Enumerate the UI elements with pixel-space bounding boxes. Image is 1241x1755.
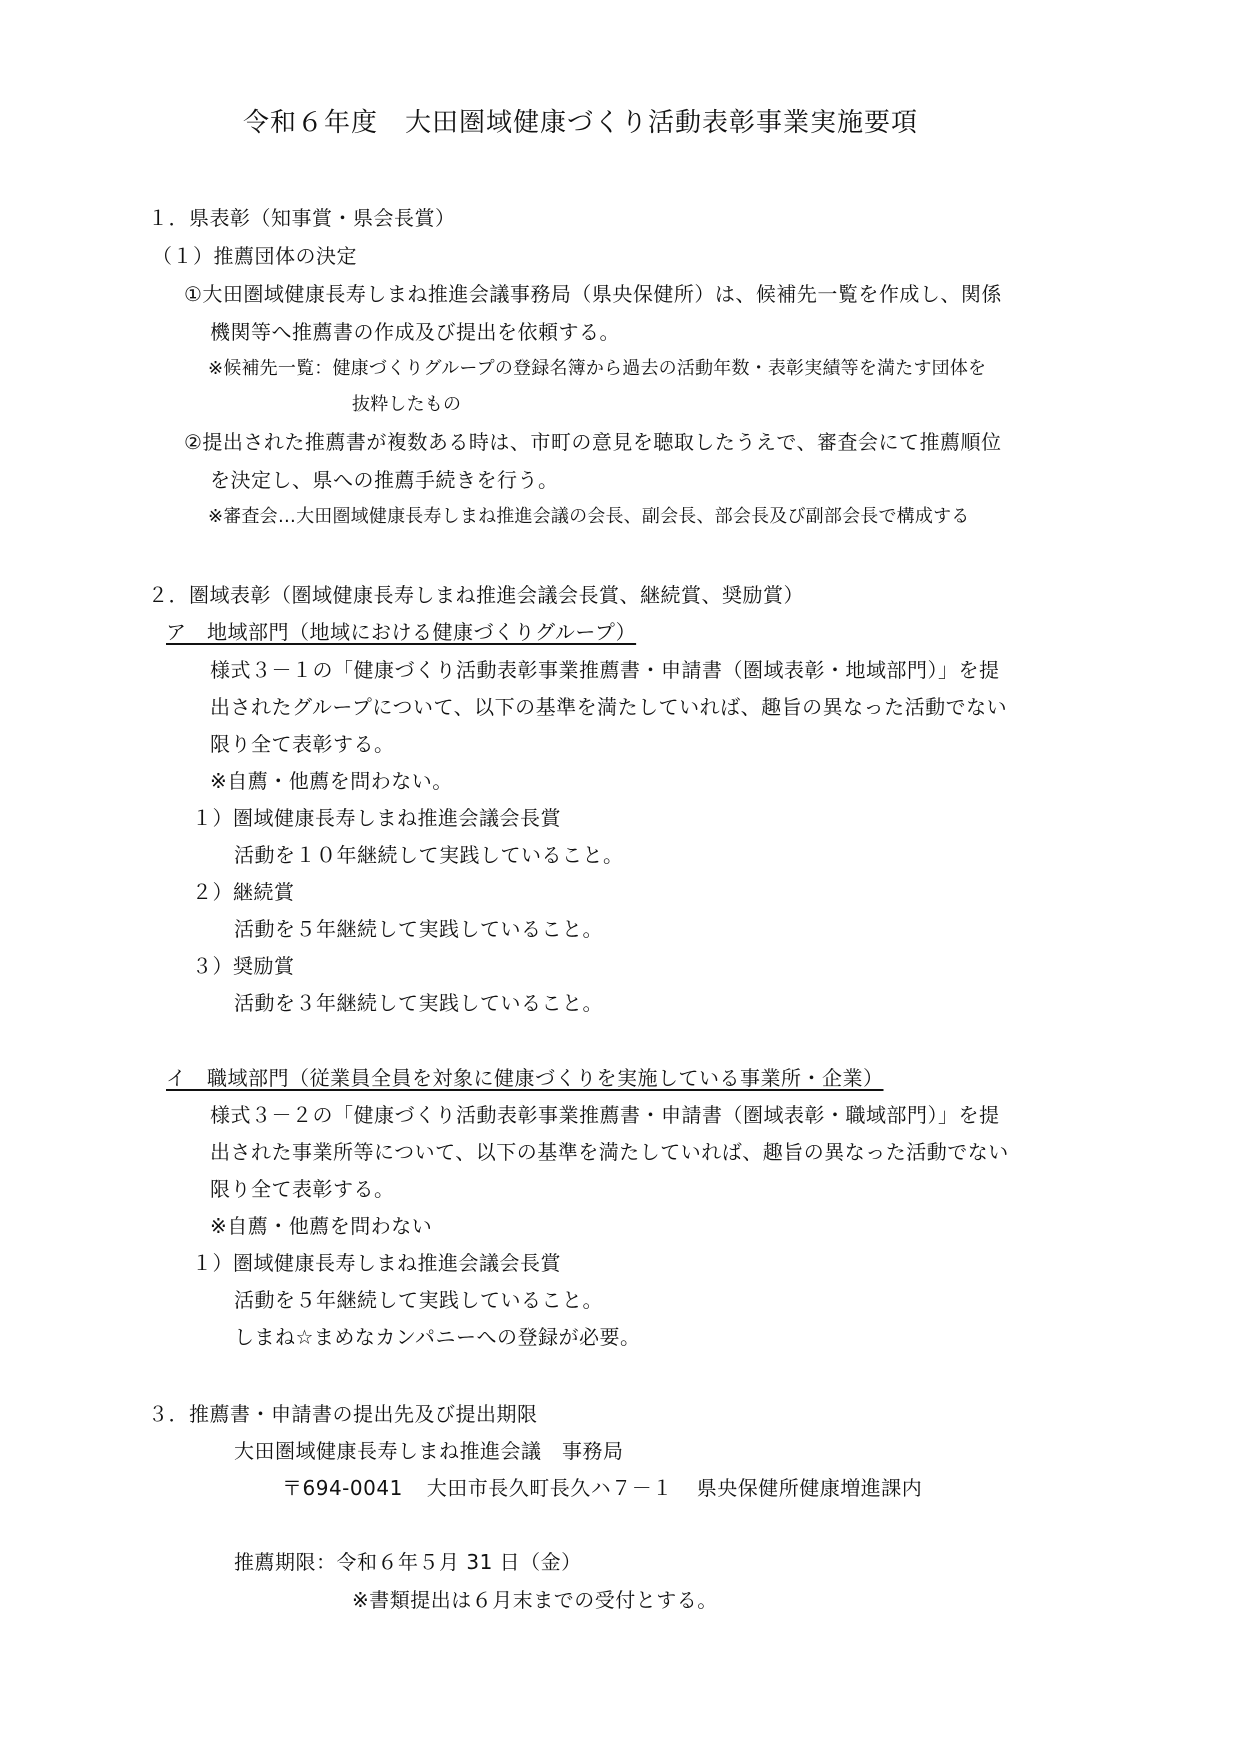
section-3-heading: ３．推薦書・申請書の提出先及び提出期限: [148, 1402, 538, 1426]
document-title: 令和６年度 大田圏域健康づくり活動表彰事業実施要項: [243, 108, 919, 138]
division-a-paragraph-line-3: 限り全て表彰する。: [210, 732, 395, 756]
street-address: 大田市長久町長久ハ７－１: [426, 1476, 673, 1500]
division-a-paragraph-line-1: 様式３－１の「健康づくり活動表彰事業推薦書・申請書（圏域表彰・地域部門）」を提: [210, 658, 1000, 682]
recommendation-deadline: 推薦期限：令和６年５月 31 日（金）: [234, 1550, 582, 1574]
division-b-award-1-description-1: 活動を５年継続して実践していること。: [234, 1288, 603, 1312]
division-a-award-3-title: ３）奨励賞: [192, 954, 295, 978]
division-a-heading: ア 地域部門（地域における健康づくりグループ）: [166, 620, 637, 644]
division-a-paragraph-line-2: 出されたグループについて、以下の基準を満たしていれば、趣旨の異なった活動でない: [210, 695, 1008, 719]
division-b-paragraph-line-2: 出された事業所等について、以下の基準を満たしていれば、趣旨の異なった活動でない: [210, 1140, 1009, 1164]
division-a-award-1-description: 活動を１０年継続して実践していること。: [234, 843, 624, 867]
section-1-note-1-line-1: ※候補先一覧：健康づくりグループの登録名簿から過去の活動年数・表彰実績等を満たす団体を: [208, 358, 987, 379]
department-name: 県央保健所健康増進課内: [696, 1476, 923, 1500]
division-a-award-3-description: 活動を３年継続して実践していること。: [234, 991, 603, 1015]
section-1-item-2-line-1: ②提出された推薦書が複数ある時は、市町の意見を聴取したうえで、審査会にて推薦順位: [184, 430, 1002, 454]
division-a-note: ※自薦・他薦を問わない。: [210, 769, 453, 793]
deadline-note: ※書類提出は６月末までの受付とする。: [352, 1588, 718, 1612]
division-b-award-1-description-2: しまね☆まめなカンパニーへの登録が必要。: [234, 1325, 641, 1349]
section-2-heading: ２．圏域表彰（圏域健康長寿しまね推進会議会長賞、継続賞、奨励賞）: [148, 583, 804, 607]
section-1-subheading: （１）推薦団体の決定: [152, 244, 357, 268]
division-a-award-2-description: 活動を５年継続して実践していること。: [234, 917, 603, 941]
submission-address-line: [282, 1474, 922, 1502]
division-b-award-1-title: １）圏域健康長寿しまね推進会議会長賞: [192, 1251, 561, 1275]
division-a-award-1-title: １）圏域健康長寿しまね推進会議会長賞: [192, 806, 561, 830]
postal-code: 〒694-0041: [282, 1476, 403, 1500]
division-b-paragraph-line-3: 限り全て表彰する。: [210, 1177, 395, 1201]
division-a-award-2-title: ２）継続賞: [192, 880, 295, 904]
division-b-note: ※自薦・他薦を問わない: [210, 1214, 433, 1238]
section-1-item-1-line-1: ①大田圏域健康長寿しまね推進会議事務局（県央保健所）は、候補先一覧を作成し、関係: [184, 282, 1002, 306]
submission-office: 大田圏域健康長寿しまね推進会議 事務局: [234, 1439, 624, 1463]
section-1-heading: １．県表彰（知事賞・県会長賞）: [148, 206, 456, 230]
section-1-item-2-line-2: を決定し、県への推薦手続きを行う。: [210, 468, 559, 492]
section-1-note-2: ※審査会…大田圏域健康長寿しまね推進会議の会長、副会長、部会長及び副部会長で構成する: [208, 506, 970, 527]
division-b-heading: イ 職域部門（従業員全員を対象に健康づくりを実施している事業所・企業）: [166, 1066, 884, 1090]
section-1-note-1-line-2: 抜粋したもの: [352, 394, 462, 415]
division-b-paragraph-line-1: 様式３－２の「健康づくり活動表彰事業推薦書・申請書（圏域表彰・職域部門）」を提: [210, 1103, 1000, 1127]
section-1-item-1-line-2: 機関等へ推薦書の作成及び提出を依頼する。: [210, 320, 620, 344]
